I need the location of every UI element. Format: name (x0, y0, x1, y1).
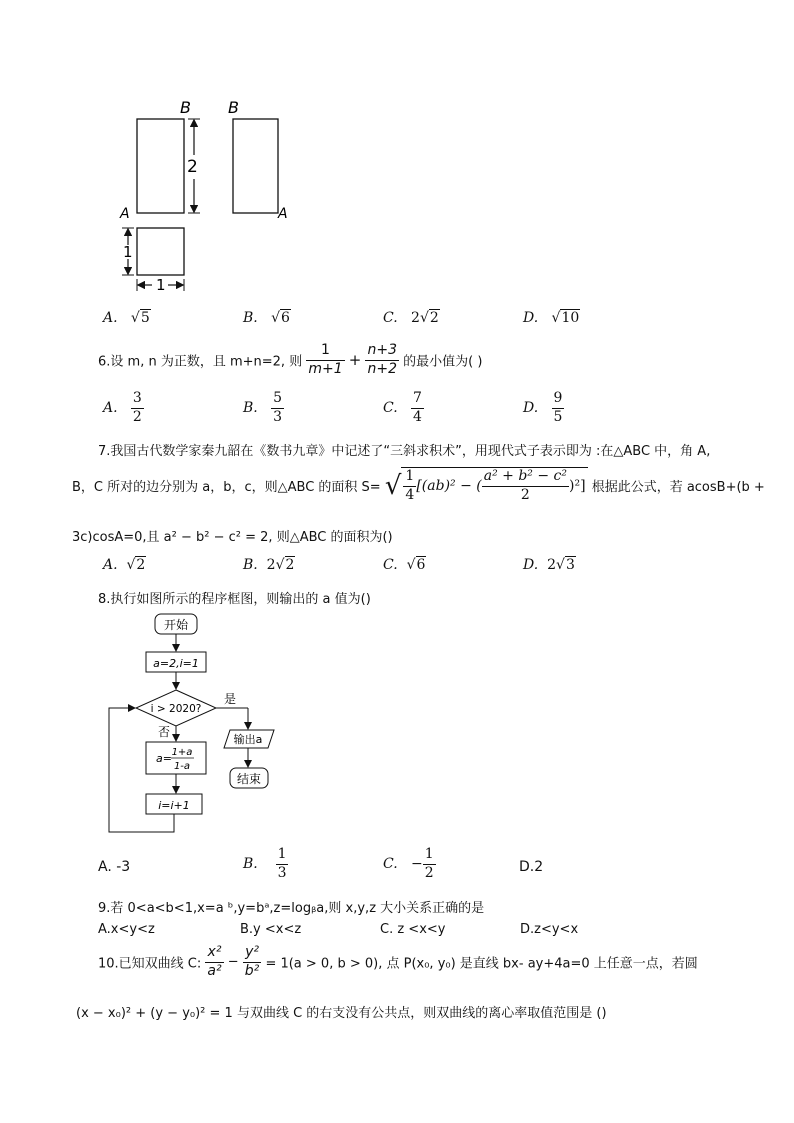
q5-option-d[interactable]: D. √10 (523, 310, 580, 326)
sqrt-symbol: √6 (271, 310, 290, 326)
dim-2-label: 2 (187, 157, 198, 177)
sqrt-symbol: √2 (419, 310, 439, 326)
flow-assign-lhs: a= (156, 752, 172, 765)
q8-option-d[interactable]: D.2 (519, 859, 544, 875)
flow-assign-num: 1+a (171, 747, 193, 758)
flow-start-text: 开始 (163, 618, 189, 632)
front-view-rect (137, 119, 184, 213)
three-view-figure (110, 95, 310, 295)
question-7-line-1: 7.我国古代数学家秦九韶在《数书九章》中记述了“三斜求积术”，用现代式子表示即为 :在△ABC 中，角 A, (98, 444, 711, 459)
flow-assign-den: 1-a (173, 761, 191, 772)
flow-init-text: a=2,i=1 (153, 657, 199, 670)
flowchart (100, 610, 290, 838)
dim-1-horizontal: 1 (156, 276, 166, 294)
q7-option-a[interactable]: A. √2 (103, 557, 146, 573)
dim-1-vertical: 1 (123, 243, 133, 261)
q7-option-b[interactable]: B. 2√2 (243, 557, 295, 573)
q6-fraction-1: $\frac{1}{m+1}$ (308, 342, 343, 377)
q7-area-formula: $\frac{1}{4}$ [(ab)² − ( $\frac{\text{a² + b² − c²}}{2}$ )²] (401, 467, 587, 504)
flow-increment-text: i=i+1 (158, 799, 190, 812)
q6-option-d[interactable]: D. $\frac{9}{5}$ (523, 390, 563, 425)
question-9-stem: 9.若 0<a<b<1,x=a ᵇ,y=bᵃ,z=logᵦa,则 x,y,z 大小关系正确的是 (98, 901, 485, 916)
flow-end-text: 结束 (236, 772, 262, 786)
q5-option-a[interactable] (103, 310, 151, 326)
q9-option-b[interactable]: B.y <x<z (240, 922, 302, 937)
label-b-front: B (180, 98, 191, 117)
q6-fraction-2: $\frac{n+3}{n+2}$ (367, 342, 397, 377)
q5-option-c[interactable]: C. 2√2 (383, 310, 439, 326)
label-a-front: A (120, 206, 130, 222)
top-view-rect (137, 228, 184, 275)
question-7-line-2: B，C 所对的边分别为 a，b，c，则△ABC 的面积 S= √ $\frac{1}{4}$ [(ab)² − ( $\frac{\text{a² + b² − c²}}{2}$ )²] 根据此公式，若 acosB+(b + (72, 468, 765, 503)
q8-option-c[interactable]: C. − $\frac{1}{2}$ (383, 846, 434, 881)
flow-output-text: 输出a (233, 733, 263, 746)
q9-option-c[interactable]: C. z <x<y (380, 922, 446, 937)
q6-option-c[interactable]: C. $\frac{7}{4}$ (383, 390, 422, 425)
q9-option-d[interactable]: D.z<y<x (520, 922, 579, 937)
q7-option-d[interactable]: D. 2√3 (523, 557, 575, 573)
question-10-line-2: (x − x₀)² + (y − y₀)² = 1 与双曲线 C 的右支没有公共点，则双曲线的离心率取值范围是 () (76, 1006, 607, 1021)
question-7-line-3: 3c)cosA=0,且 a² − b² − c² = 2, 则△ABC 的面积为() (72, 530, 393, 545)
q5-option-a-letter: A. (103, 310, 118, 326)
q9-option-a[interactable]: A.x<y<z (98, 922, 155, 937)
q7-option-c[interactable]: C. √6 (383, 557, 426, 573)
side-view-rect (233, 119, 278, 213)
sqrt-symbol: √10 (551, 310, 580, 326)
q6-option-b[interactable]: B. $\frac{5}{3}$ (243, 390, 283, 425)
label-b-side: B (228, 98, 239, 117)
flow-decision-text: i > 2020? (150, 703, 202, 715)
question-8-stem: 8.执行如图所示的程序框图，则输出的 a 值为() (98, 592, 371, 607)
q8-option-b[interactable]: B. $\frac{1}{3}$ (243, 846, 287, 881)
sqrt-symbol: √5 (130, 310, 150, 326)
q6-option-a[interactable]: A. $\frac{3}{2}$ (103, 390, 142, 425)
flow-yes-label: 是 (224, 692, 237, 706)
flow-no-label: 否 (158, 725, 171, 739)
label-a-side: A (278, 206, 288, 222)
q5-option-b[interactable]: B. √6 (243, 310, 290, 326)
question-10-line-1: 10.已知双曲线 C: $\frac{\text{x²}}{\text{a²}}$ − $\frac{\text{y²}}{\text{b²}}$ = 1(a > 0, b > 0), 点 P(x₀, y₀) 是直线 bx- ay+4a=0 上任意一点，若圆 (98, 944, 698, 979)
question-6-stem: 6.设 m, n 为正数，且 m+n=2, 则 $\frac{1}{m+1}$ + $\frac{n+3}{n+2}$ 的最小值为( ) (98, 342, 483, 377)
q8-option-a[interactable]: A. -3 (98, 859, 131, 875)
